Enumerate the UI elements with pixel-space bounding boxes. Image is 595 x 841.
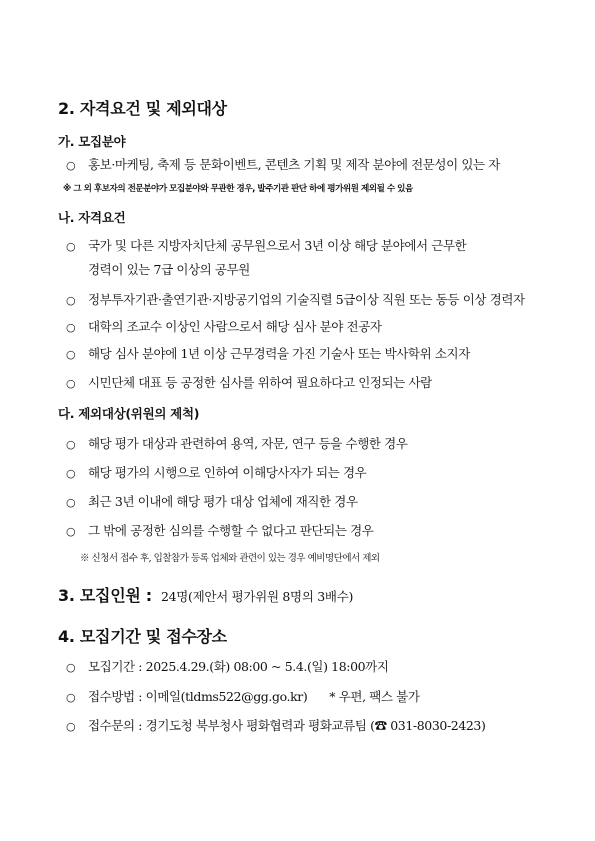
subsection-da-title: 다. 제외대상(위원의 제척) [58,406,200,421]
section-4-heading: 4. 모집기간 및 접수장소 [58,627,227,646]
note-text: ※ 그 외 후보자의 전문분야가 모집분야와 무관한 경우, 발주기관 판단 하에 평가위원 제외될 수 있음 [63,184,413,194]
bullet-icon: ○ [66,661,76,674]
list-item-text: 해당 평가 대상과 관련하여 용역, 자문, 연구 등을 수행한 경우 [88,436,408,451]
list-item-text: 해당 평가의 시행으로 인하여 이해당사자가 되는 경우 [88,465,367,480]
list-item [66,687,420,705]
bullet-icon: ○ [66,496,76,509]
list-item [66,344,470,362]
section-3-heading: 3. 모집인원 : [58,586,152,605]
subsection-ga-title: 가. 모집분야 [58,134,126,149]
list-item-extra: * 우편, 팩스 불가 [329,689,420,704]
bullet-icon: ○ [66,525,76,538]
bullet-icon: ○ [66,377,76,390]
bullet-icon: ○ [66,348,76,361]
list-item-text: 최근 3년 이내에 해당 평가 대상 업체에 재직한 경우 [88,494,358,509]
section-2-heading: 2. 자격요건 및 제외대상 [58,99,227,118]
subsection-na-title: 나. 자격요건 [58,210,126,225]
list-item-text: 대학의 조교수 이상인 사람으로서 해당 심사 분야 전공자 [88,319,382,334]
bullet-icon: ○ [66,240,76,253]
list-item-text: 시민단체 대표 등 공정한 심사를 위하여 필요하다고 인정되는 사람 [88,375,432,390]
list-item [66,373,432,391]
list-item-text: 접수방법 : 이메일(tldms522@gg.go.kr) [88,689,308,704]
list-item-text: 모집기간 : 2025.4.29.(화) 08:00 ~ 5.4.(일) 18:00까지 [88,659,389,674]
bullet-icon: ○ [66,691,76,704]
list-item-text: 국가 및 다른 지방자치단체 공무원으로서 3년 이상 해당 분야에서 근무한 [88,238,467,253]
list-item [66,521,373,539]
list-item-text: 홍보·마케팅, 축제 등 문화이벤트, 콘텐츠 기획 및 제작 분야에 전문성이 있는 자 [88,157,500,172]
bullet-icon: ○ [66,294,76,307]
list-item-text: 해당 심사 분야에 1년 이상 근무경력을 가진 기술사 또는 박사학위 소지자 [88,346,470,361]
list-item [66,317,382,335]
list-item-text: 접수문의 : 경기도청 북부청사 평화협력과 평화교류팀 (☎ 031-8030-2423) [88,718,486,733]
list-item-text: 그 밖에 공정한 심의를 수행할 수 없다고 판단되는 경우 [88,523,374,538]
bullet-icon: ○ [66,159,76,172]
list-item [66,434,408,452]
bullet-icon: ○ [66,720,76,733]
list-item-text: 정부투자기관·출연기관·지방공기업의 기술직렬 5급이상 직원 또는 동등 이상 경력자 [88,292,525,307]
list-item [66,290,525,308]
list-item [66,657,389,675]
bullet-icon: ○ [66,438,76,451]
list-item [66,236,466,254]
bullet-icon: ○ [66,467,76,480]
list-item [66,463,366,481]
list-item [66,492,358,510]
list-item [66,716,485,734]
list-item-continuation: 경력이 있는 7급 이상의 공무원 [88,262,250,277]
section-3-value: 24명(제안서 평가위원 8명의 3배수) [160,589,354,604]
section-3-line [58,583,353,606]
bullet-icon: ○ [66,321,76,334]
note-text: ※ 신청서 접수 후, 입찰참가 등록 업체와 관련이 있는 경우 예비명단에서 제외 [80,553,380,564]
list-item [66,155,500,173]
